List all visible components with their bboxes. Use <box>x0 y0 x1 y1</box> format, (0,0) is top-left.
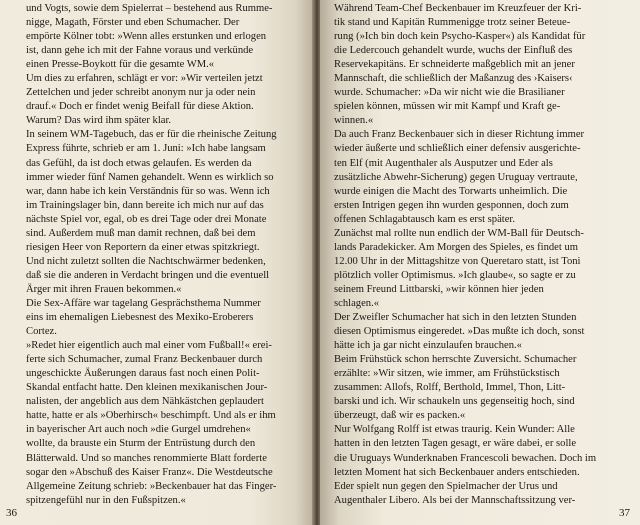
text-line: Eder spielt nun gegen den Spielmacher der Urus und <box>334 480 558 492</box>
text-line: rung (»Ich bin doch kein Psycho-Kasper«) als Kandidat für <box>334 31 586 43</box>
text-line: Augenthaler Libero. Als bei der Mannschaftssitzung ver- <box>334 494 576 506</box>
text-line: drauf.« Doch er findet wenig Beifall für diese Aktion. <box>26 101 254 113</box>
text-line: Express führte, schrieb er am 1. Juni: »Ich habe langsam <box>26 143 266 155</box>
text-line: plötzlich voller Optimismus. »Ich glaube«, so sagte er zu <box>334 269 576 281</box>
text-line: ten Elf (mit Augenthaler als Ausputzer und Eder als <box>334 157 553 169</box>
left-page-text <box>26 2 306 508</box>
text-line: diesen Optimismus eingeredet. »Das mußte ich doch, sonst <box>334 326 585 338</box>
text-line: und Vogts, sowie dem Spielerrat – bestehend aus Rumme- <box>26 3 273 14</box>
text-line: hatten in den letzten Tagen gesagt, er wäre dabei, er solle <box>334 438 577 450</box>
text-line: überzeugt, daß wir es packen.« <box>334 410 466 422</box>
left-page <box>0 0 314 525</box>
text-line: 12.00 Uhr in der Mittagshitze von Queretaro statt, ist Toni <box>334 255 581 267</box>
text-line: ferte sich Schumacher, zumal Franz Beckenbauer durch <box>26 354 263 366</box>
text-line: empörte Kölner tobt: »Wenn alles erstunken und erlogen <box>26 31 267 43</box>
text-line: winnen.« <box>334 115 374 127</box>
text-line: wurde. Schumacher: »Da wir nicht wie die Brasilianer <box>334 87 565 99</box>
text-line: Blätterwald. Und so manches renommierte Blatt forderte <box>26 452 267 464</box>
text-line: Allgemeine Zeitung schrieb: »Beckenbauer hat das Finger- <box>26 480 277 492</box>
text-line: Reservekapitäns. Er schneiderte maßgeblich mit an jener <box>334 59 575 71</box>
text-line: riesigen Heer von Reportern da einer etwas spitzkriegt. <box>26 241 260 253</box>
text-line: tik stand und Kapitän Rummenigge trotz seiner Beteue- <box>334 17 571 29</box>
text-line: eins im ehemaligen Liebesnest des Mexiko-Eroberers <box>26 312 254 324</box>
left-page-number: 36 <box>6 507 17 519</box>
text-line: Um dies zu erfahren, schlägt er vor: »Wir verteilen jetzt <box>26 73 263 85</box>
text-line: Zettelchen und jeder schreibt anonym nur ja oder nein <box>26 87 256 99</box>
text-line: schlagen.« <box>334 297 380 309</box>
text-line: wurde einigen die Macht des Torwarts unheimlich. Die <box>334 185 568 197</box>
right-page-text <box>334 2 624 508</box>
text-line: Zunächst mal rollte nun endlich der WM-Ball für Deutsch- <box>334 227 584 239</box>
text-line: die Ledercouch gehandelt wurde, wuchs der Einfluß des <box>334 45 573 57</box>
text-line: spitzengefühl nur in den Fußspitzen.« <box>26 494 186 506</box>
text-line: Da auch Franz Beckenbauer sich in dieser Richtung immer <box>334 129 585 141</box>
text-line: »Redet hier eigentlich auch mal einer vom Fußball!« erei- <box>26 340 272 352</box>
text-line: In seinem WM-Tagebuch, das er für die rheinische Zeitung <box>26 129 277 141</box>
text-line: wollte, da brauste ein Sturm der Entrüstung durch den <box>26 438 256 450</box>
text-line: wieder äußerte und schließlich einer defensiv ausgerichte- <box>334 143 581 155</box>
text-line: daß sie die anderen in Verdacht bringen und die eventuell <box>26 269 270 281</box>
text-line: Beim Frühstück schon herrschte Zuversicht. Schumacher <box>334 354 577 366</box>
text-line: seinem Freund Littbarski, »wir können hier jeden <box>334 283 544 295</box>
text-line: sind. Außerdem muß man damit rechnen, daß bei dem <box>26 227 256 239</box>
text-line: ersten Intrigen gegen ihn wurden gesponnen, doch zum <box>334 199 569 211</box>
text-line: die Uruguays Wunderknaben Francescoli bewachen. Doch im <box>334 452 597 464</box>
text-line: Und nicht zuletzt sollten die Nachtschwärmer bedenken, <box>26 255 266 267</box>
text-line: war, dann habe ich kein Verständnis für so was. Wenn ich <box>26 185 270 197</box>
text-line: nigge, Magath, Förster und eben Schumacher. Der <box>26 17 240 29</box>
text-line: Cortez. <box>26 326 57 338</box>
text-line: nalisten, der angeblich aus dem Nähkästchen geplaudert <box>26 396 264 408</box>
text-line: ist, dann gehe ich mit der Fahne voraus und verkünde <box>26 45 254 57</box>
text-line: Während Team-Chef Beckenbauer im Kreuzfeuer der Kri- <box>334 3 582 14</box>
text-line: Nur Wolfgang Rolff ist etwas traurig. Kein Wunder: Alle <box>334 424 575 436</box>
text-line: Skandal entfacht hatte. Den kleinen mexikanischen Jour- <box>26 382 268 394</box>
text-line: Der Zweifler Schumacher hat sich in den letzten Stunden <box>334 312 577 324</box>
text-line: in bayerischer Art auch noch »die Gurgel umdrehen« <box>26 424 251 436</box>
text-line: im Trainingslager bin, dann bereite ich mich nur auf das <box>26 199 264 211</box>
text-line: einen Presse-Boykott für die gesamte WM.« <box>26 59 215 71</box>
text-line: offenen Schlagabtausch kam es erst später. <box>334 213 516 225</box>
text-line: Ärger mit ihren Frauen bekommen.« <box>26 283 182 295</box>
text-line: das Gefühl, da ist doch etwas gelaufen. Es werden da <box>26 157 252 169</box>
right-page <box>320 0 640 525</box>
text-line: erzählte: »Wir sitzen, wie immer, am Frühstückstisch <box>334 368 560 380</box>
text-line: Warum? Das wird ihm später klar. <box>26 115 172 127</box>
text-line: lands Paradekicker. Am Morgen des Spieles, es findet um <box>334 241 579 253</box>
right-page-number: 37 <box>619 507 630 519</box>
text-line: hatte, hatte er als »Oberhirsch« beschimpft. Und als er ihm <box>26 410 276 422</box>
text-line: sogar den »Abschuß des Kaiser Franz«. Die Westdeutsche <box>26 466 273 478</box>
text-line: letzten Moment hat sich Beckenbauer anders entschieden. <box>334 466 580 478</box>
text-line: zusätzliche Abwehr-Sicherung) gegen Uruguay vertraute, <box>334 171 578 183</box>
text-line: spielen können, müssen wir mit Kampf und Kraft ge- <box>334 101 561 113</box>
text-line: Die Sex-Affäre war tagelang Gesprächsthema Nummer <box>26 297 261 309</box>
text-line: hätte ich ja gar nicht einzulaufen brauchen.« <box>334 340 522 352</box>
text-line: zusammen: Allofs, Rolff, Berthold, Immel, Thon, Litt- <box>334 382 566 394</box>
text-line: barski und ich. Wir schaukeln uns gegenseitig hoch, sind <box>334 396 575 408</box>
text-line: immer wieder fünf Namen gehandelt. Wenn es wirklich so <box>26 171 274 183</box>
text-line: ungeschickte Äußerungen daraus fast noch einen Polit- <box>26 368 260 380</box>
text-line: Mannschaft, die schließlich der Maßanzug des ›Kaisers‹ <box>334 73 573 85</box>
text-line: nächste Spiel vor, egal, ob es drei Tage oder drei Monate <box>26 213 267 225</box>
